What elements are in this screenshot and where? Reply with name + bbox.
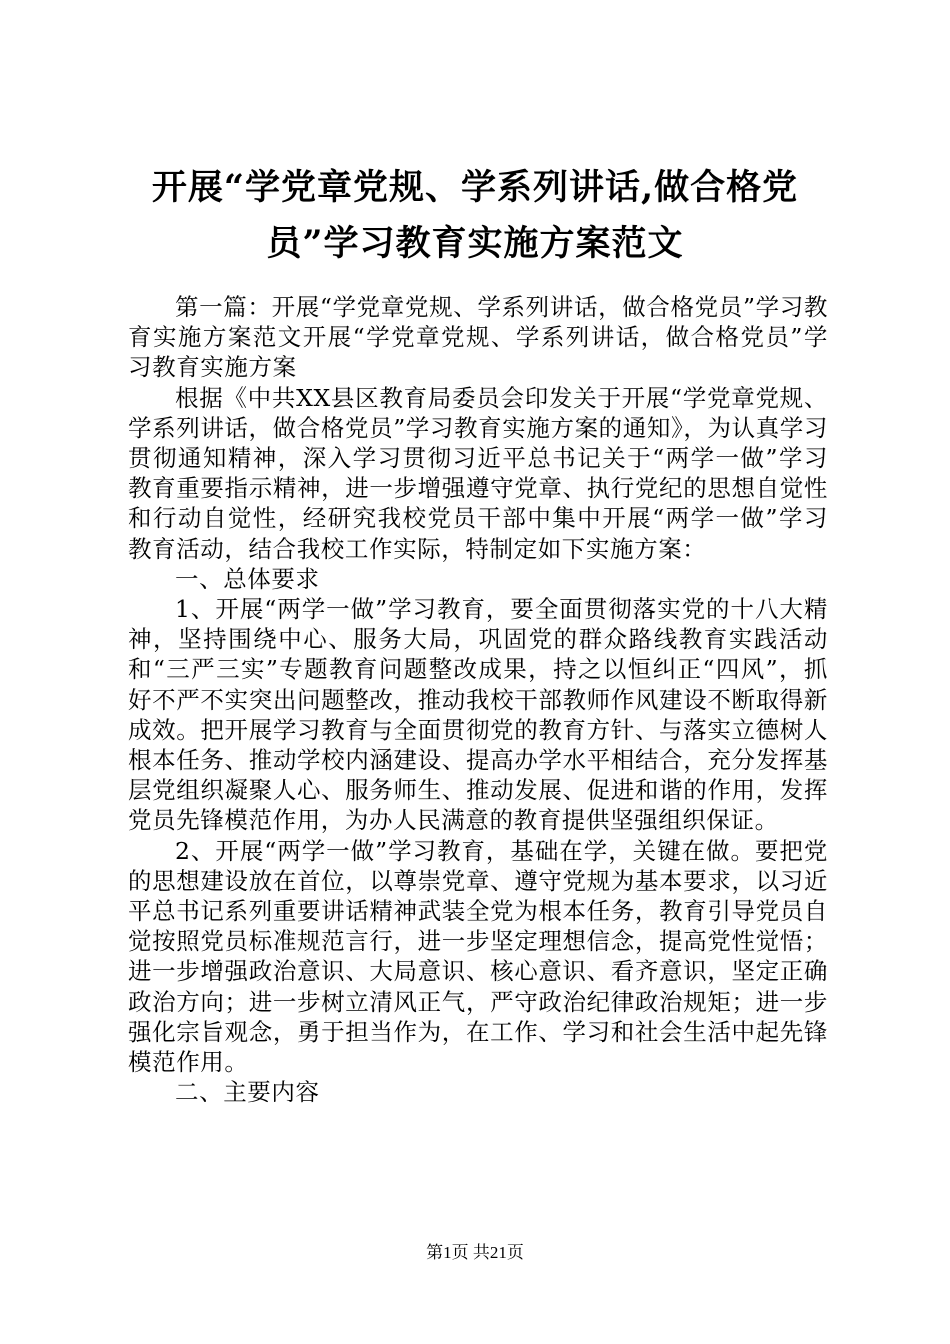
document-title bbox=[100, 160, 850, 272]
paragraph-item-1: 1、开展“两学一做”学习教育，要全面贯彻落实党的十八大精神，坚持围绕中心、服务大局，巩固党的群众路线教育实践活动和“三严三实”专题教育问题整改成果，持之以恒纠正“四风”，抓好不严不实突出问题整改，推动我校干部教师作风建设不断取得新成效。把开展学习教育与全面贯彻党的教育方针、与落实立德树人根本任务、推动学校内涵建设、提高办学水平相结合，充分发挥基层党组织凝聚人心、服务师生、推动发展、促进和谐的作用，发挥党员先锋模范作用，为办人民满意的教育提供坚强组织保证。 bbox=[128, 595, 828, 835]
paragraph-intro: 第一篇：开展“学党章党规、学系列讲话，做合格党员”学习教育实施方案范文开展“学党章党规、学系列讲话，做合格党员”学习教育实施方案 bbox=[128, 293, 828, 382]
page-number: 第1页 共21页 bbox=[426, 1243, 524, 1262]
section-heading-main-content: 二、主要内容 bbox=[175, 1078, 320, 1107]
title-line-2: 员”学习教育实施方案范文 bbox=[266, 223, 684, 264]
paragraph-item-2: 2、开展“两学一做”学习教育，基础在学，关键在做。要把党的思想建设放在首位，以尊崇党章、遵守党规为基本要求，以习近平总书记系列重要讲话精神武装全党为根本任务，教育引导党员自觉按照党员标准规范言行，进一步坚定理想信念，提高党性觉悟；进一步增强政治意识、大局意识、核心意识、看齐意识，坚定正确政治方向；进一步树立清风正气，严守政治纪律政治规矩；进一步强化宗旨观念，勇于担当作为，在工作、学习和社会生活中起先锋模范作用。 bbox=[128, 836, 828, 1077]
paragraph-basis: 根据《中共XX县区教育局委员会印发关于开展“学党章党规、学系列讲话，做合格党员”学习教育实施方案的通知》，为认真学习贯彻通知精神，深入学习贯彻习近平总书记关于“两学一做”学习教育重要指示精神，进一步增强遵守党章、执行党纪的思想自觉性和行动自觉性，经研究我校党员干部中集中开展“两学一做”学习教育活动，结合我校工作实际，特制定如下实施方案： bbox=[128, 383, 828, 563]
page-footer bbox=[0, 1243, 950, 1263]
section-heading-general-requirements: 一、总体要求 bbox=[175, 564, 320, 593]
title-line-1: 开展“学党章党规、学系列讲话,做合格党 bbox=[151, 167, 799, 208]
document-body bbox=[128, 292, 828, 1107]
